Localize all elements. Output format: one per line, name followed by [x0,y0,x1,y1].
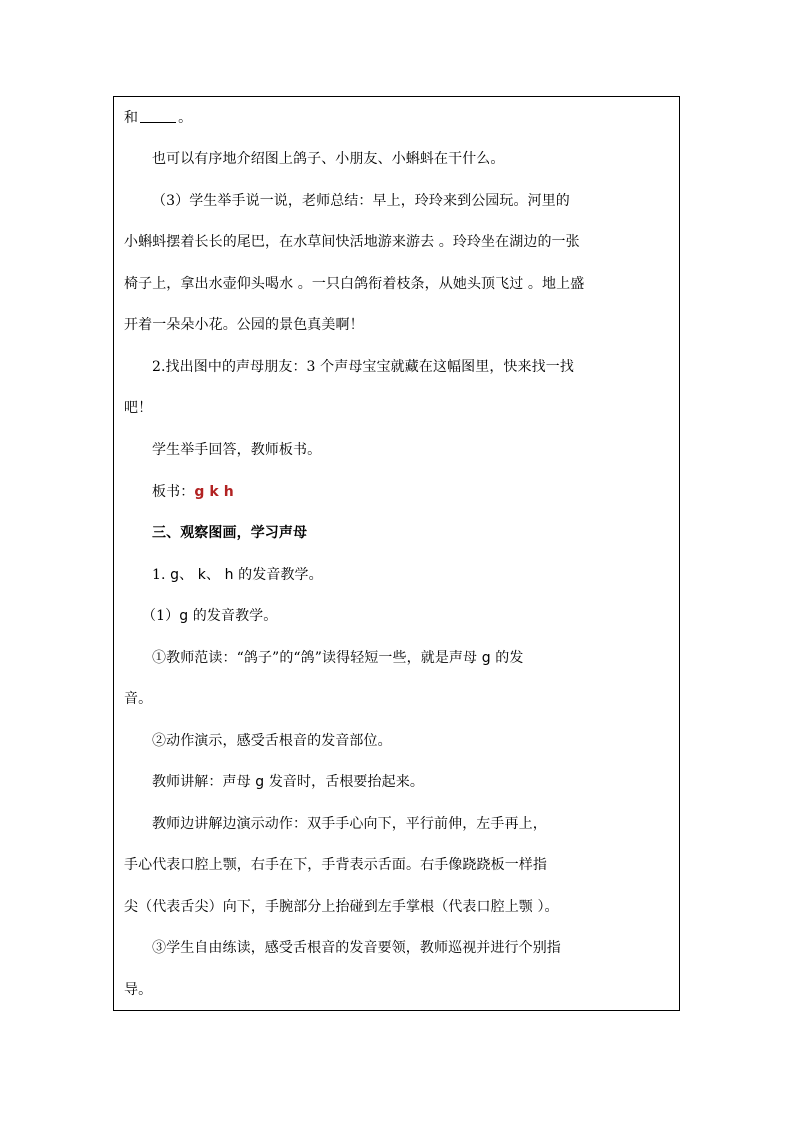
text-segment: 的发音教学。 [192,608,278,624]
board-writing-label: 板书： [152,484,195,500]
paragraph-line: 开着一朵朵小花。公园的景色真美啊！ [124,317,364,333]
text-segment: 。 [178,110,193,126]
paragraph-line [142,606,277,626]
text-segment: ①教师范读：“鸽子”的“鸽”读得轻短一些，就是声母 [152,650,478,666]
pinyin-letters: g、 k、 h [170,567,234,583]
text-segment: 和 [124,110,139,126]
paragraph-line: 椅子上，拿出水壶仰头喝水 。一只白鸽衔着枝条，从她头顶飞过 。地上盛 [124,276,585,292]
pinyin-letter: g [255,774,265,790]
paragraph-line: 手心代表口腔上颚，右手在下，手背表示舌面。右手像跷跷板一样指 [124,857,547,873]
paragraph-line: 尖（代表舌尖）向下，手腕部分上抬碰到左手掌根（代表口腔上颚 ）。 [124,899,559,915]
text-segment: 的发音教学。 [238,567,323,583]
paragraph-line: 学生举手回答，教师板书。 [152,442,322,458]
fill-in-blank [140,108,176,123]
paragraph-line [152,565,323,585]
pinyin-letter: g [179,608,189,624]
text-segment: 教师讲解：声母 [152,774,251,790]
paragraph-line: 教师边讲解边演示动作：双手手心向下，平行前伸，左手再上， [152,816,547,832]
section-heading: 三、观察图画，学习声母 [152,525,308,541]
paragraph-line: ②动作演示，感受舌根音的发音部位。 [152,733,392,749]
paragraph-line: 导。 [124,982,153,998]
lesson-table-cell [113,96,680,1011]
board-writing-letters: g k h [194,484,234,500]
paragraph-line [124,108,192,128]
text-segment: 的发 [495,650,524,666]
paragraph-line [152,648,523,668]
text-segment: 发音时，舌根要抬起来。 [268,774,424,790]
paragraph-line: （3）学生举手说一说，老师总结：早上，玲玲来到公园玩。河里的 [152,193,570,209]
text-segment: 1. [152,567,166,583]
board-writing-line [152,482,234,502]
paragraph-line: 吧！ [124,400,153,416]
paragraph-line: 2.找出图中的声母朋友：3 个声母宝宝就藏在这幅图里，快来找一找 [152,359,574,375]
text-segment: （1） [142,608,180,624]
paragraph-line: 也可以有序地介绍图上鸽子、小朋友、小蝌蚪在干什么。 [152,151,505,167]
pinyin-letter: g [481,650,491,666]
paragraph-line: ③学生自由练读，感受舌根音的发音要领，教师巡视并进行个别指 [152,940,561,956]
paragraph-line: 小蝌蚪摆着长长的尾巴，在水草间快活地游来游去 。玲玲坐在湖边的一张 [124,234,580,250]
paragraph-line [152,772,424,792]
paragraph-line: 音。 [124,691,153,707]
